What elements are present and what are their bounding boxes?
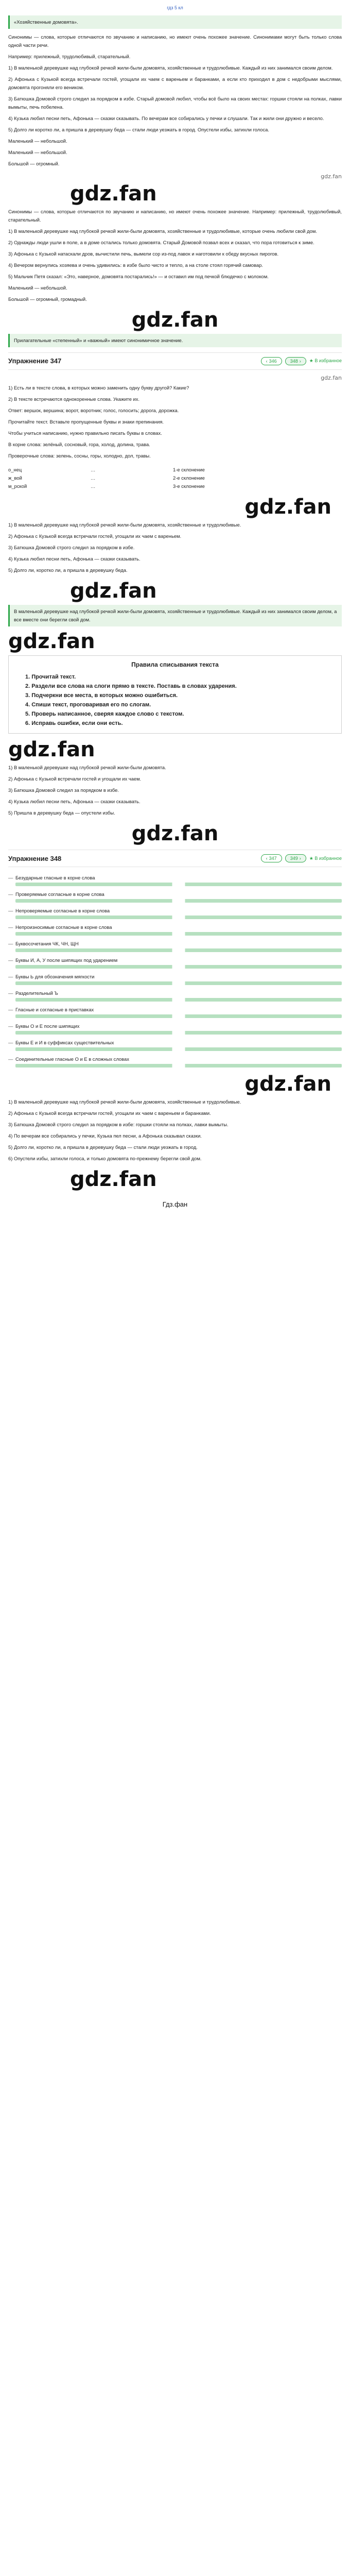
spelling-rule-label: Буквы И, А, У после шипящих под ударением	[15, 957, 118, 963]
chevron-left-icon: ‹	[266, 856, 268, 861]
watermark: gdz.fan	[70, 579, 157, 603]
highlight-underline	[15, 883, 342, 886]
prev-exercise-button[interactable]	[261, 854, 282, 862]
spelling-rule-item	[8, 938, 342, 955]
exercise-title: Упражнение 348	[8, 854, 62, 862]
synonyms-section	[8, 208, 342, 303]
paragraph: Чтобы учиться написанию, нужно правильно писать буквы в словах.	[8, 430, 162, 436]
spelling-rule-label: Разделительный Ъ	[15, 990, 58, 996]
paragraph: Синонимы — слова, которые отличаются по звучанию и написанию, но имеют очень похожее значение. Синонимами могут быть только слова одной части речи.	[8, 34, 342, 48]
paragraph: 1) В маленькой деревушке над глубокой речкой жили-были домовята, хозяйственные и трудолюбивые.	[8, 522, 241, 528]
spelling-rule-item	[8, 905, 342, 922]
table-row	[8, 474, 342, 482]
paragraph: 3) Батюшка Домовой строго следил за порядком в избе. Старый домовой любил, чтобы всё было на своих местах: горшки стояли на полках, лавки вымыты, печь побелена.	[8, 96, 342, 110]
paragraph: 2) Однажды люди ушли в поле, а в доме остались только домовята. Старый Домовой позвал всех и сказал, что пора готовиться к зиме.	[8, 239, 314, 245]
exercise-nav	[261, 854, 342, 862]
table-row	[8, 466, 342, 474]
paragraph: 5) Долго ли, коротко ли, а пришла в деревушку беда.	[8, 567, 128, 573]
spelling-rule-label: Непроверяемые согласные в корне слова	[15, 908, 110, 914]
paragraph: 1) В маленькой деревушке над глубокой речкой жили-были домовята, хозяйственные и трудолюбивые. Каждый из них занимался своим делом.	[8, 65, 333, 71]
spelling-rule-label: Соединительные гласные О и Е в сложных словах	[15, 1056, 129, 1062]
paragraph: 2) Афонька с Кузькой всегда встречали гостей, угощали их чаем с вареньем и баранками.	[8, 1110, 211, 1116]
table-cell: 1-е склонение	[173, 467, 205, 473]
bookmark-label: В избранное	[314, 358, 342, 364]
paragraph: 4) Кузька любил песни петь, Афонька — сказки сказывать.	[8, 556, 141, 562]
exercise-nav	[261, 357, 342, 365]
spelling-rule-item	[8, 1054, 342, 1070]
rule-item: 3. Подчеркни все места, в которых можно ошибиться.	[25, 692, 178, 699]
spelling-rule-item	[8, 889, 342, 905]
highlight-underline	[15, 932, 342, 936]
paragraph: 2) В тексте встречаются однокоренные слова. Укажите их.	[8, 396, 140, 402]
highlight-underline	[15, 981, 342, 985]
paragraph: 6) Опустели избы, затихли голоса, и только домовята по-прежнему берегли свой дом.	[8, 1156, 202, 1162]
exercise-347-table	[8, 466, 342, 490]
paragraph: Большой — огромный, громадный.	[8, 296, 87, 302]
watermark: gdz.fan	[131, 822, 219, 846]
watermark: gdz.fan	[70, 1167, 157, 1192]
closing-section	[8, 1098, 342, 1163]
spelling-rule-item	[8, 1004, 342, 1021]
paragraph: В корне слова: зелёный, сосновый, гора, холод, долина, трава.	[8, 442, 150, 448]
paragraph: 1) Есть ли в тексте слова, в которых можно заменить одну букву другой? Какие?	[8, 385, 189, 391]
paragraph: 2) Афонька с Кузькой всегда встречали гостей, угощали их чаем с вареньем.	[8, 533, 182, 539]
paragraph: 4) По вечерам все собирались у печки, Кузька пел песни, а Афонька сказывал сказки.	[8, 1133, 202, 1139]
top-link[interactable]: гдз 5 кл	[167, 5, 183, 10]
rules-list	[15, 672, 335, 728]
paragraph: 3) Батюшка Домовой строго следил за порядком в избе.	[8, 545, 135, 551]
paragraph: Маленький — небольшой.	[8, 138, 67, 144]
watermark: gdz.fan	[244, 1072, 331, 1096]
prev-exercise-button[interactable]	[261, 357, 282, 365]
rule-item: 4. Спиши текст, проговаривая его по слогам.	[25, 702, 151, 708]
prev-exercise-label: 346	[269, 358, 277, 364]
paragraph: 3) Афонька с Кузькой натаскали дров, вычистили печь, вымели сор из-под лавок и наготовили к обеду вкусных пирогов.	[8, 250, 279, 257]
spelling-rule-label: Буквы О и Е после шипящих	[15, 1023, 80, 1029]
spelling-rule-item	[8, 988, 342, 1004]
paragraph: 5) Мальчик Петя сказал: «Это, наверное, домовята постарались!» — и оставил им под печкой блюдечко с молоком.	[8, 273, 269, 279]
paragraph: 1) В маленькой деревушке над глубокой речкой жили-были домовята, хозяйственные и трудолюбивые.	[8, 1099, 241, 1105]
exercise-347-header	[8, 352, 342, 370]
chevron-right-icon: ›	[299, 856, 301, 861]
spelling-rule-item	[8, 922, 342, 938]
star-icon: ★	[309, 855, 313, 861]
bookmark-button[interactable]	[309, 358, 342, 364]
spelling-rule-label: Буквы Е и И в суффиксах существительных	[15, 1040, 114, 1046]
copy-rules-box	[8, 655, 342, 734]
spelling-rule-label: Буквосочетания ЧК, ЧН, ЩН	[15, 941, 79, 947]
highlight-underline	[15, 1064, 342, 1067]
prev-exercise-label: 347	[269, 856, 277, 861]
next-exercise-label: 349	[290, 856, 298, 861]
highlight-underline	[15, 1031, 342, 1035]
footer-brand[interactable]: Гдз.фан	[162, 1200, 188, 1209]
spelling-rule-item	[8, 1037, 342, 1054]
watermark-small: gdz.fan	[321, 374, 342, 381]
table-cell: …	[91, 483, 96, 489]
paragraph: 4) Кузька любил песни петь, Афонька — сказки сказывать.	[8, 799, 141, 805]
paragraph: 5) Долго ли, коротко ли, а пришла в деревушку беда — стали люди уезжать в город.	[8, 1144, 198, 1150]
spelling-rule-item	[8, 955, 342, 971]
paragraph: 4) Кузька любил песни петь, Афонька — сказки сказывать. По вечерам все собирались у печки и слушали. Так и жили они дружно и весело.	[8, 115, 324, 121]
quote-box: Прилагательные «степенный» и «важный» имеют синонимичное значение.	[8, 334, 342, 347]
paragraph: 3) Батюшка Домовой строго следил за порядком в избе: горшки стояли на полках, лавки вымыты.	[8, 1122, 229, 1128]
spelling-rule-item	[8, 872, 342, 889]
spelling-list	[8, 872, 342, 1070]
rule-item: 2. Раздели все слова на слоги прямо в тексте. Поставь в словах ударения.	[25, 683, 237, 690]
watermark: gdz.fan	[70, 181, 157, 206]
star-icon: ★	[309, 358, 313, 364]
table-cell: 3-е склонение	[173, 483, 205, 489]
paragraph: 1) В маленькой деревушке над глубокой речкой жили-были домовята.	[8, 765, 166, 771]
exercise-title: Упражнение 347	[8, 357, 62, 365]
highlight-underline	[15, 998, 342, 1002]
paragraph: Прочитайте текст. Вставьте пропущенные буквы и знаки препинания.	[8, 419, 164, 425]
paragraph: Ответ: вершок, вершина; ворот, воротник; голос, голосить; дорога, дорожка.	[8, 408, 179, 414]
paragraph: 4) Вечером вернулись хозяева и очень удивились: в избе было чисто и тепло, а на столе стоял горячий самовар.	[8, 262, 263, 268]
paragraph: «Хозяйственные домовята».	[8, 15, 342, 29]
spelling-rule-item	[8, 1021, 342, 1037]
spelling-rule-label: Безударные гласные в корне слова	[15, 875, 95, 881]
highlight-underline	[15, 916, 342, 919]
table-cell: …	[91, 475, 96, 481]
paragraph: 1) В маленькой деревушке над глубокой речкой жили-были домовята, хозяйственные и трудолюбивые, которые очень любили свой дом.	[8, 228, 317, 234]
spelling-rule-label: Проверяемые согласные в корне слова	[15, 891, 104, 897]
paragraph: 2) Афонька с Кузькой встречали гостей и угощали их чаем.	[8, 776, 142, 782]
paragraph: 2) Афонька с Кузькой всегда встречали гостей, угощали их чаем с вареньем и баранками, а если кто приходил в дом с недобрыми мыслями, домовята прогоняли его веником.	[8, 76, 342, 90]
spelling-rule-label: Непроизносимые согласные в корне слова	[15, 924, 112, 930]
paragraph: 3) Батюшка Домовой следил за порядком в избе.	[8, 787, 119, 793]
exercise-348-header	[8, 850, 342, 867]
highlight-underline	[15, 899, 342, 903]
highlight-underline	[15, 948, 342, 952]
paragraph: Большой — огромный.	[8, 161, 60, 166]
watermark-small: gdz.fan	[321, 173, 342, 180]
paragraph: Маленький — небольшой.	[8, 284, 67, 291]
table-cell: …	[91, 467, 96, 473]
bookmark-button[interactable]	[309, 856, 342, 861]
quote-box: В маленькой деревушке над глубокой речкой жили-были домовята, хозяйственные и трудолюбивые. Каждый из них занимался своим делом, а все вместе они берегли свой дом.	[8, 605, 342, 626]
table-cell: ж_вой	[8, 475, 22, 481]
highlight-underline	[15, 965, 342, 969]
intro-section	[8, 15, 342, 168]
spelling-rule-label: Гласные и согласные в приставках	[15, 1007, 94, 1013]
after-rules-section	[8, 764, 342, 817]
watermark: gdz.fan	[8, 630, 95, 654]
rule-item: 1. Прочитай текст.	[25, 674, 76, 681]
rules-title: Правила списывания текста	[131, 661, 219, 669]
chevron-left-icon: ‹	[266, 358, 268, 364]
highlight-underline	[15, 1047, 342, 1051]
chevron-right-icon: ›	[299, 358, 301, 364]
watermark: gdz.fan	[244, 495, 331, 519]
paragraph: Проверочные слова: зелень, сосны, горы, холодно, дол, травы.	[8, 453, 151, 459]
table-cell: м_рской	[8, 483, 27, 489]
table-cell: о_нец	[8, 467, 22, 473]
exercise-347-body	[8, 384, 342, 460]
next-exercise-button[interactable]	[285, 854, 306, 862]
spelling-rule-item	[8, 971, 342, 988]
paragraph: 5) Долго ли коротко ли, а пришла в деревушку беда — стали люди уезжать в город. Опустели избы, затихли голоса.	[8, 127, 269, 132]
spelling-rule-label: Буквы Ь для обозначения мягкости	[15, 974, 95, 980]
watermark: gdz.fan	[131, 308, 219, 332]
paragraph: Например: прилежный, трудолюбивый, старательный.	[8, 54, 131, 59]
rule-item: 6. Исправь ошибки, если они есть.	[25, 720, 123, 727]
paragraph: Маленький — небольшой.	[8, 149, 67, 155]
paragraph: 5) Пришла в деревушку беда — опустели избы.	[8, 810, 115, 816]
rule-item: 5. Проверь написанное, сверяя каждое слово с текстом.	[25, 711, 184, 718]
paragraph: Синонимы — слова, которые отличаются по звучанию и написанию, но имеют очень похожее значение. Например: прилежный, трудолюбивый, старательный.	[8, 208, 342, 223]
highlight-underline	[15, 1014, 342, 1018]
next-exercise-button[interactable]	[285, 357, 306, 365]
table-cell: 2-е склонение	[173, 475, 205, 481]
next-exercise-label: 348	[290, 358, 298, 364]
bookmark-label: В избранное	[314, 855, 342, 861]
watermark: gdz.fan	[8, 738, 95, 762]
middle-section	[8, 521, 342, 574]
table-row	[8, 482, 342, 490]
